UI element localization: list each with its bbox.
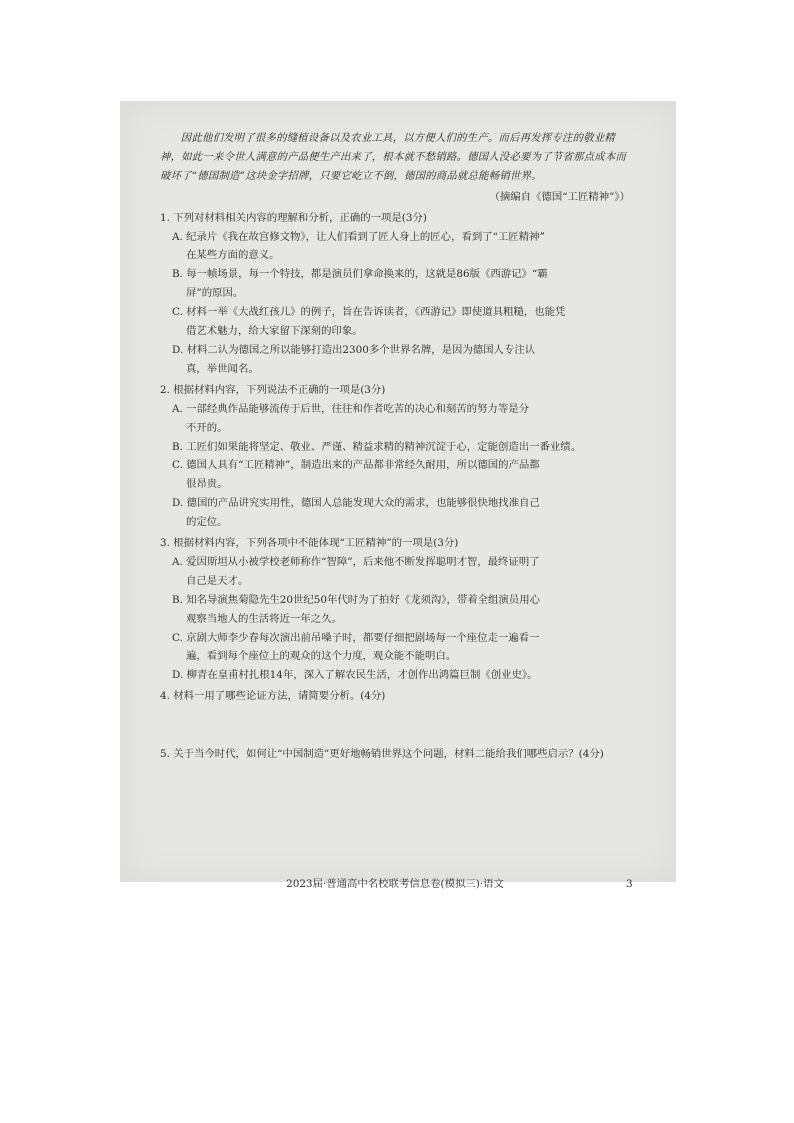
option-b: B. 工匠们如果能将坚定、敬业、严谨、精益求精的精神沉淀于心，定能创造出一番业绩。	[172, 440, 582, 453]
photographed-exam-page	[120, 101, 676, 890]
question-stem: 2. 根据材料内容，下列说法不正确的一项是(3分)	[160, 383, 386, 396]
option-d: D. 材料二认为德国之所以能够打造出2300多个世界名牌，是因为德国人专注认 真，举世闻名。	[172, 343, 536, 375]
question-stem: 1. 下列对材料相关内容的理解和分析，正确的一项是(3分)	[160, 211, 427, 224]
question-1	[160, 209, 630, 379]
question-stem: 3. 根据材料内容，下列各项中不能体现“工匠精神”的一项是(3分)	[160, 537, 459, 550]
question-5	[160, 745, 630, 764]
question-4	[160, 687, 630, 743]
option-c: C. 材料一举《大战红孩儿》的例子，旨在告诉读者，《西游记》即使道具粗糙，也能凭 借艺术魅力，给大家留下深刻的印象。	[172, 306, 566, 338]
exam-content	[160, 129, 633, 890]
page-footer: 2023届·普通高中名校联考信息卷(模拟三)·语文	[286, 878, 504, 890]
question-3	[160, 534, 630, 685]
question-stem: 4. 材料一用了哪些论证方法，请简要分析。(4分)	[160, 690, 386, 703]
option-a: A. 纪录片《我在故宫修文物》，让人们看到了匠人身上的匠心，看到了“工匠精神” 在某些方面的意义。	[172, 230, 545, 262]
option-c: C. 京剧大师李少春每次演出前吊嗓子时，都要仔细把剧场每一个座位走一遍看一 遍，看到每个座位上的观众的这个力度，观众能不能明白。	[172, 631, 540, 663]
page-number: 3	[626, 878, 633, 890]
passage-source: （摘编自《德国“工匠精神”》）	[489, 190, 630, 203]
passage-text: 因此他们发明了很多的缝植设备以及农业工具，以方便人们的生产。而后再发挥专注的敬业精神，如此一来令世人满意的产品便生产出来了，根本就不愁销路。德国人没必要为了节省那点成本而破坏了“德国制造”这块金字招牌，只要它屹立不倒，德国的商品就总能畅销世界。	[160, 132, 626, 182]
option-d: D. 柳青在皇甫村扎根14年，深入了解农民生活，才创作出鸿篇巨制《创业史》。	[172, 669, 538, 682]
option-a: A. 爱因斯坦从小被学校老师称作“智障”，后来他不断发挥聪明才智，最终证明了 自己是天才。	[172, 555, 540, 587]
option-d: D. 德国的产品讲究实用性，德国人总能发现大众的需求，也能够很快地找准自己 的定位。	[172, 497, 540, 529]
question-stem: 5. 关于当今时代，如何让“中国制造”更好地畅销世界这个问题，材料二能给我们哪些启示？(4分)	[160, 748, 604, 761]
question-2	[160, 381, 630, 532]
answer-space	[160, 706, 630, 743]
option-a: A. 一部经典作品能够流传于后世，往往和作者吃苦的决心和刻苦的努力等是分 不开的。	[172, 402, 529, 434]
option-c: C. 德国人具有“工匠精神”，制造出来的产品都非常经久耐用，所以德国的产品都 很昂贵。	[172, 459, 540, 491]
option-b: B. 每一帧场景，每一个特技，都是演员们拿命换来的，这就是86版《西游记》“霸 屏”的原因。	[172, 268, 548, 300]
option-b: B. 知名导演焦菊隐先生20世纪50年代时为了拍好《龙须沟》，带着全组演员用心 观察当地人的生活将近一年之久。	[172, 593, 540, 625]
